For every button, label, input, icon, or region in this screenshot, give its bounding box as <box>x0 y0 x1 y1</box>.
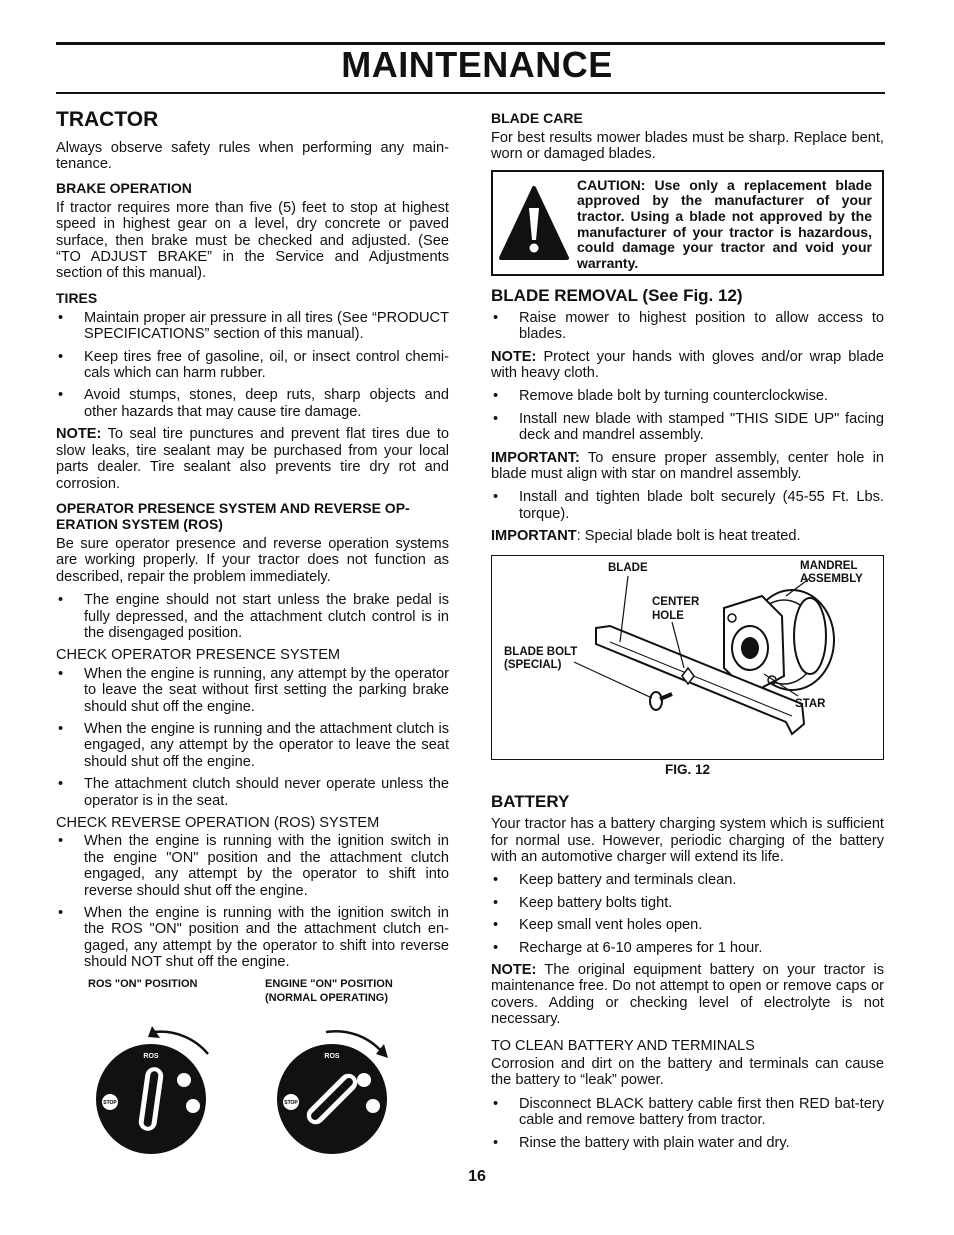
important-label: IMPORTANT <box>491 528 577 545</box>
removal-note <box>491 349 884 382</box>
list-item: • Keep battery bolts tight. <box>491 895 884 911</box>
removal-important <box>491 450 884 483</box>
list-item: • Keep battery and terminals clean. <box>491 872 884 888</box>
clean-battery-text: Corrosion and dirt on the battery and terminals can cause the battery to “leak” power. <box>491 1055 884 1089</box>
battery-note-text: The original equipment battery on your tractor is maintenance free. Do not attempt to open or remove caps or covers. Adding or checking level of electrolyte is not necessary. <box>491 961 884 1028</box>
blade-care-text: For best results mower blades must be sharp. Replace bent, worn or damaged blades. <box>491 130 884 163</box>
removal-list-3 <box>491 489 884 522</box>
ignition-switches-drawing <box>56 974 449 1164</box>
removal-important-text: To ensure proper assembly, center hole in blade must align with star on mandrel assembly. <box>491 449 884 483</box>
warning-triangle-icon <box>499 184 569 262</box>
note-label: NOTE: <box>56 426 102 443</box>
list-item: • Install new blade with stamped "THIS SIDE UP" facing deck and mandrel assembly. <box>491 411 884 444</box>
label-special: (SPECIAL) <box>504 658 562 671</box>
list-item: • Raise mower to highest position to allow access to blades. <box>491 310 884 343</box>
check-operator-heading: CHECK OPERATOR PRESENCE SYSTEM <box>56 647 341 664</box>
engine-on-sublabel: (NORMAL OPERATING) <box>265 992 389 1004</box>
ros-on-label: ROS "ON" POSITION <box>88 978 198 990</box>
tractor-intro: Always observe safety rules when performing any main-tenance. <box>56 140 449 173</box>
lamp-marker <box>177 1073 191 1087</box>
ros-text: Be sure operator presence and reverse operation systems are working properly. If your tractor does not function as described, repair the problem immediately. <box>56 535 449 585</box>
engine-on-label: ENGINE "ON" POSITION <box>265 978 393 990</box>
ros-text: ROS <box>143 1053 159 1060</box>
battery-text: Your tractor has a battery charging system which is sufficient for normal use. However, periodic charging of the battery with an automotive charger will extend its life. <box>491 816 884 865</box>
removal-list-1 <box>491 310 884 343</box>
tires-list <box>56 310 449 420</box>
removal-list-2 <box>491 388 884 443</box>
stop-text: STOP <box>103 1100 117 1106</box>
label-blade: BLADE <box>608 561 648 574</box>
check-operator-list <box>56 666 449 809</box>
lamp-marker <box>357 1073 371 1087</box>
fig-12-box <box>491 555 884 760</box>
battery-section <box>491 792 884 1151</box>
removal-important-2 <box>491 528 884 544</box>
ros-heading: OPERATOR PRESENCE SYSTEM AND REVERSE OP-ERATION SYSTEM (ROS) <box>56 499 410 532</box>
tires-note-text: To seal tire punctures and prevent flat tires due to slow leaks, tire sealant may be purchased from your local parts dealer. Tire sealant also prevents tire dry rot and corrosion. <box>56 426 449 492</box>
caution-text: CAUTION: Use only a replacement blade approved by the manufacturer of your tractor. Using a blade not approved by the manufacturer of your tractor is hazardous, could damage your tractor and void your warranty. <box>577 176 872 271</box>
tractor-heading: TRACTOR <box>56 108 159 131</box>
label-hole: HOLE <box>652 609 684 622</box>
tires-section <box>56 290 449 492</box>
list-item: • Recharge at 6-10 amperes for 1 hour. <box>491 940 884 956</box>
list-item: • Remove blade bolt by turning counterclockwise. <box>491 388 884 404</box>
list-item: • When the engine is running, any attempt by the operator to leave the seat without first setting the parking brake should shut off the engine. <box>56 666 449 715</box>
blade-care-heading: BLADE CARE <box>491 110 583 126</box>
brake-section <box>56 180 449 282</box>
start-marker <box>186 1099 200 1113</box>
right-column <box>491 110 884 1159</box>
ros-section <box>56 500 449 971</box>
label-mandrel: MANDREL <box>800 559 858 572</box>
list-item: • When the engine is running with the ignition switch in the ROS "ON" position and the attachment clutch en-gaged, any attempt by the operator to shift into reverse should NOT shut off the engine. <box>56 905 449 971</box>
check-ros-heading: CHECK REVERSE OPERATION (ROS) SYSTEM <box>56 815 380 831</box>
label-assembly: ASSEMBLY <box>800 572 863 585</box>
fig-12-caption: FIG. 12 <box>664 761 710 777</box>
brake-heading: BRAKE OPERATION <box>56 179 192 196</box>
check-ros-list <box>56 833 449 970</box>
removal-note-text: Protect your hands with gloves and/or wrap blade with heavy cloth. <box>491 348 884 382</box>
list-item: • Keep tires free of gasoline, oil, or insect control chemi-cals which can harm rubber. <box>56 349 449 382</box>
battery-list <box>491 872 884 956</box>
ignition-figure <box>56 974 449 1164</box>
list-item: • Install and tighten blade bolt securely (45-55 Ft. Lbs. torque). <box>491 489 884 522</box>
brake-text: If tractor requires more than five (5) feet to stop at highest speed in highest gear on a level, dry concrete or paved surface, then brake must be checked and adjusted. (See “TO ADJUST BRAKE” in the Service and Adjustments section of this manual). <box>56 199 449 282</box>
blade-removal-heading: BLADE REMOVAL (See Fig. 12) <box>491 285 743 305</box>
list-item: • Disconnect BLACK battery cable first then RED bat-tery cable and remove battery from tractor. <box>491 1096 884 1129</box>
list-item: • The engine should not start unless the brake pedal is fully depressed, and the attachment clutch control is in the disengaged position. <box>56 592 449 641</box>
list-item: • The attachment clutch should never operate unless the operator is in the seat. <box>56 776 449 809</box>
removal-important-2-text: : Special blade bolt is heat treated. <box>576 528 801 545</box>
tires-note <box>56 426 449 492</box>
list-item: • Maintain proper air pressure in all tires (See “PRODUCT SPECIFICATIONS” section of this manual). <box>56 310 449 343</box>
label-star: STAR <box>795 697 826 710</box>
label-center: CENTER <box>652 595 700 608</box>
left-column <box>56 108 449 979</box>
blade-removal-section <box>491 286 884 545</box>
ros-text: ROS <box>324 1053 340 1060</box>
list-item: • Avoid stumps, stones, deep ruts, sharp objects and other hazards that may cause tire damage. <box>56 387 449 420</box>
page-number: 16 <box>468 1168 486 1185</box>
important-label: IMPORTANT: <box>491 449 580 466</box>
list-item: • When the engine is running with the ignition switch in the engine "ON" position and the attachment clutch engaged, any attempt by the operator to shift into reverse should shut off the engine. <box>56 833 449 899</box>
start-marker <box>366 1099 380 1113</box>
list-item: • Keep small vent holes open. <box>491 917 884 933</box>
note-label: NOTE: <box>491 961 537 978</box>
page-title: MAINTENANCE <box>341 44 613 85</box>
battery-note <box>491 962 884 1028</box>
blade-bolt <box>650 692 662 710</box>
list-item: • When the engine is running and the attachment clutch is engaged, any attempt by the operator to leave the seat should shut off the engine. <box>56 721 449 770</box>
caution-box <box>491 170 884 276</box>
tires-heading: TIRES <box>56 289 98 306</box>
clean-battery-heading: TO CLEAN BATTERY AND TERMINALS <box>491 1037 755 1054</box>
stop-text: STOP <box>284 1100 298 1106</box>
note-label: NOTE: <box>491 348 537 365</box>
battery-heading: BATTERY <box>491 792 570 812</box>
title-rule <box>56 92 885 94</box>
ros-list <box>56 592 449 641</box>
label-blade-bolt: BLADE BOLT <box>504 645 578 658</box>
clean-battery-list <box>491 1096 884 1151</box>
list-item: • Rinse the battery with plain water and dry. <box>491 1135 884 1151</box>
